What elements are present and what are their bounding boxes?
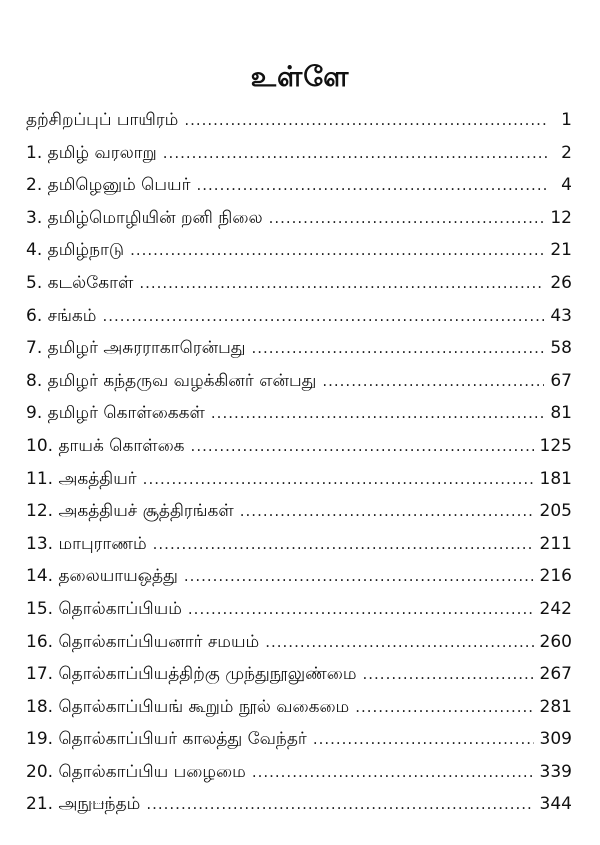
toc-entry-page: 216 xyxy=(539,566,572,587)
dot-leader xyxy=(184,567,534,585)
toc-entry-page: 260 xyxy=(539,631,572,652)
toc-entry xyxy=(26,338,572,371)
dot-leader xyxy=(191,437,534,455)
toc-entry xyxy=(26,403,572,436)
toc-entry-page: 67 xyxy=(550,370,572,391)
dot-leader xyxy=(211,404,544,422)
toc-entry-page: 12 xyxy=(550,207,572,228)
dot-leader xyxy=(265,633,533,651)
toc-entry-title: 4. தமிழ்நாடு xyxy=(26,240,125,261)
toc-entry-page: 81 xyxy=(550,403,572,424)
toc-entry-title: 9. தமிழர் கொள்கைகள் xyxy=(26,403,205,424)
dot-leader xyxy=(139,274,544,292)
toc-entry-page: 21 xyxy=(550,240,572,261)
toc-entry-page: 181 xyxy=(539,468,572,489)
dot-leader xyxy=(153,535,534,553)
dot-leader xyxy=(184,111,548,129)
toc-entry-title: 7. தமிழர் அசுரராகாரென்பது xyxy=(26,338,246,359)
toc-entry-title: 16. தொல்காப்பியனார் சமயம் xyxy=(26,631,260,652)
dot-leader xyxy=(355,698,533,716)
toc-entry-page: 125 xyxy=(539,435,572,456)
toc-entry-title: 12. அகத்தியச் சூத்திரங்கள் xyxy=(26,501,234,522)
toc-entry-title: 21. அநுபந்தம் xyxy=(26,794,141,815)
toc-entry-title: 18. தொல்காப்பியங் கூறும் நூல் வகைமை xyxy=(26,696,350,717)
toc-entry xyxy=(26,273,572,306)
dot-leader xyxy=(322,372,544,390)
toc-entry-title: 13. மாபுராணம் xyxy=(26,533,147,554)
dot-leader xyxy=(269,209,545,227)
toc-entry xyxy=(26,534,572,567)
toc-entry-title: 6. சங்கம் xyxy=(26,305,97,326)
toc-entry xyxy=(26,599,572,632)
toc-entry xyxy=(26,110,572,143)
toc-entry-title: 20. தொல்காப்பிய பழைமை xyxy=(26,761,246,782)
toc-entry-title: 17. தொல்காப்பியத்திற்கு முந்துநூலுண்மை xyxy=(26,664,357,685)
toc-entry-page: 242 xyxy=(539,598,572,619)
dot-leader xyxy=(252,763,534,781)
toc-entry-title: 10. தாயக் கொள்கை xyxy=(26,435,185,456)
toc-entry-page: 58 xyxy=(550,338,572,359)
toc-entry-page: 2 xyxy=(561,142,572,163)
toc-entry xyxy=(26,729,572,762)
toc-entry xyxy=(26,436,572,469)
toc-entry xyxy=(26,566,572,599)
toc-entry xyxy=(26,143,572,176)
print-speck xyxy=(90,803,108,807)
toc-entry xyxy=(26,664,572,697)
toc-entry-title: 15. தொல்காப்பியம் xyxy=(26,598,182,619)
dot-leader xyxy=(363,665,534,683)
toc-entry-page: 267 xyxy=(539,664,572,685)
toc-entry-page: 309 xyxy=(539,729,572,750)
dot-leader xyxy=(188,600,534,618)
toc-entry-page: 344 xyxy=(539,794,572,815)
dot-leader xyxy=(143,470,534,488)
toc-entry-page: 281 xyxy=(539,696,572,717)
toc-entry-page: 211 xyxy=(539,533,572,554)
toc-entry xyxy=(26,762,572,795)
toc-entry xyxy=(26,371,572,404)
toc-entry xyxy=(26,208,572,241)
toc-entry xyxy=(26,306,572,339)
dot-leader xyxy=(197,176,549,194)
toc-entry-page: 339 xyxy=(539,761,572,782)
dot-leader xyxy=(251,339,544,357)
toc-entry-title: தற்சிறப்புப் பாயிரம் xyxy=(26,110,179,130)
dot-leader xyxy=(130,241,544,259)
toc-entry-page: 4 xyxy=(561,175,572,196)
toc-entry xyxy=(26,794,572,827)
toc-entry xyxy=(26,240,572,273)
toc-entry-title: 2. தமிழெனும் பெயர் xyxy=(26,175,191,196)
toc-entry-title: 5. கடல்கோள் xyxy=(26,272,134,293)
toc-entry xyxy=(26,697,572,730)
toc-entry-title: 19. தொல்காப்பியர் காலத்து வேந்தர் xyxy=(26,729,307,750)
dot-leader xyxy=(102,307,544,325)
contents-heading: உள்ளே xyxy=(250,60,350,93)
toc-entry xyxy=(26,175,572,208)
toc-entry-page: 205 xyxy=(539,501,572,522)
dot-leader xyxy=(146,795,533,813)
toc-entry-page: 1 xyxy=(561,110,572,130)
toc-entry xyxy=(26,469,572,502)
dot-leader xyxy=(313,730,534,748)
dot-leader xyxy=(240,502,534,520)
toc-entry xyxy=(26,632,572,665)
toc-entry-page: 43 xyxy=(550,305,572,326)
toc-entry-title: 1. தமிழ் வரலாறு xyxy=(26,142,157,163)
toc-entry xyxy=(26,501,572,534)
toc-entry-page: 26 xyxy=(550,272,572,293)
table-of-contents xyxy=(26,110,572,827)
toc-entry-title: 8. தமிழர் கந்தருவ வழக்கினர் என்பது xyxy=(26,370,317,391)
toc-entry-title: 14. தலையாயஒத்து xyxy=(26,566,178,587)
toc-entry-title: 11. அகத்தியர் xyxy=(26,468,137,489)
dot-leader xyxy=(163,144,548,162)
toc-entry-title: 3. தமிழ்மொழியின் றனி நிலை xyxy=(26,207,263,228)
